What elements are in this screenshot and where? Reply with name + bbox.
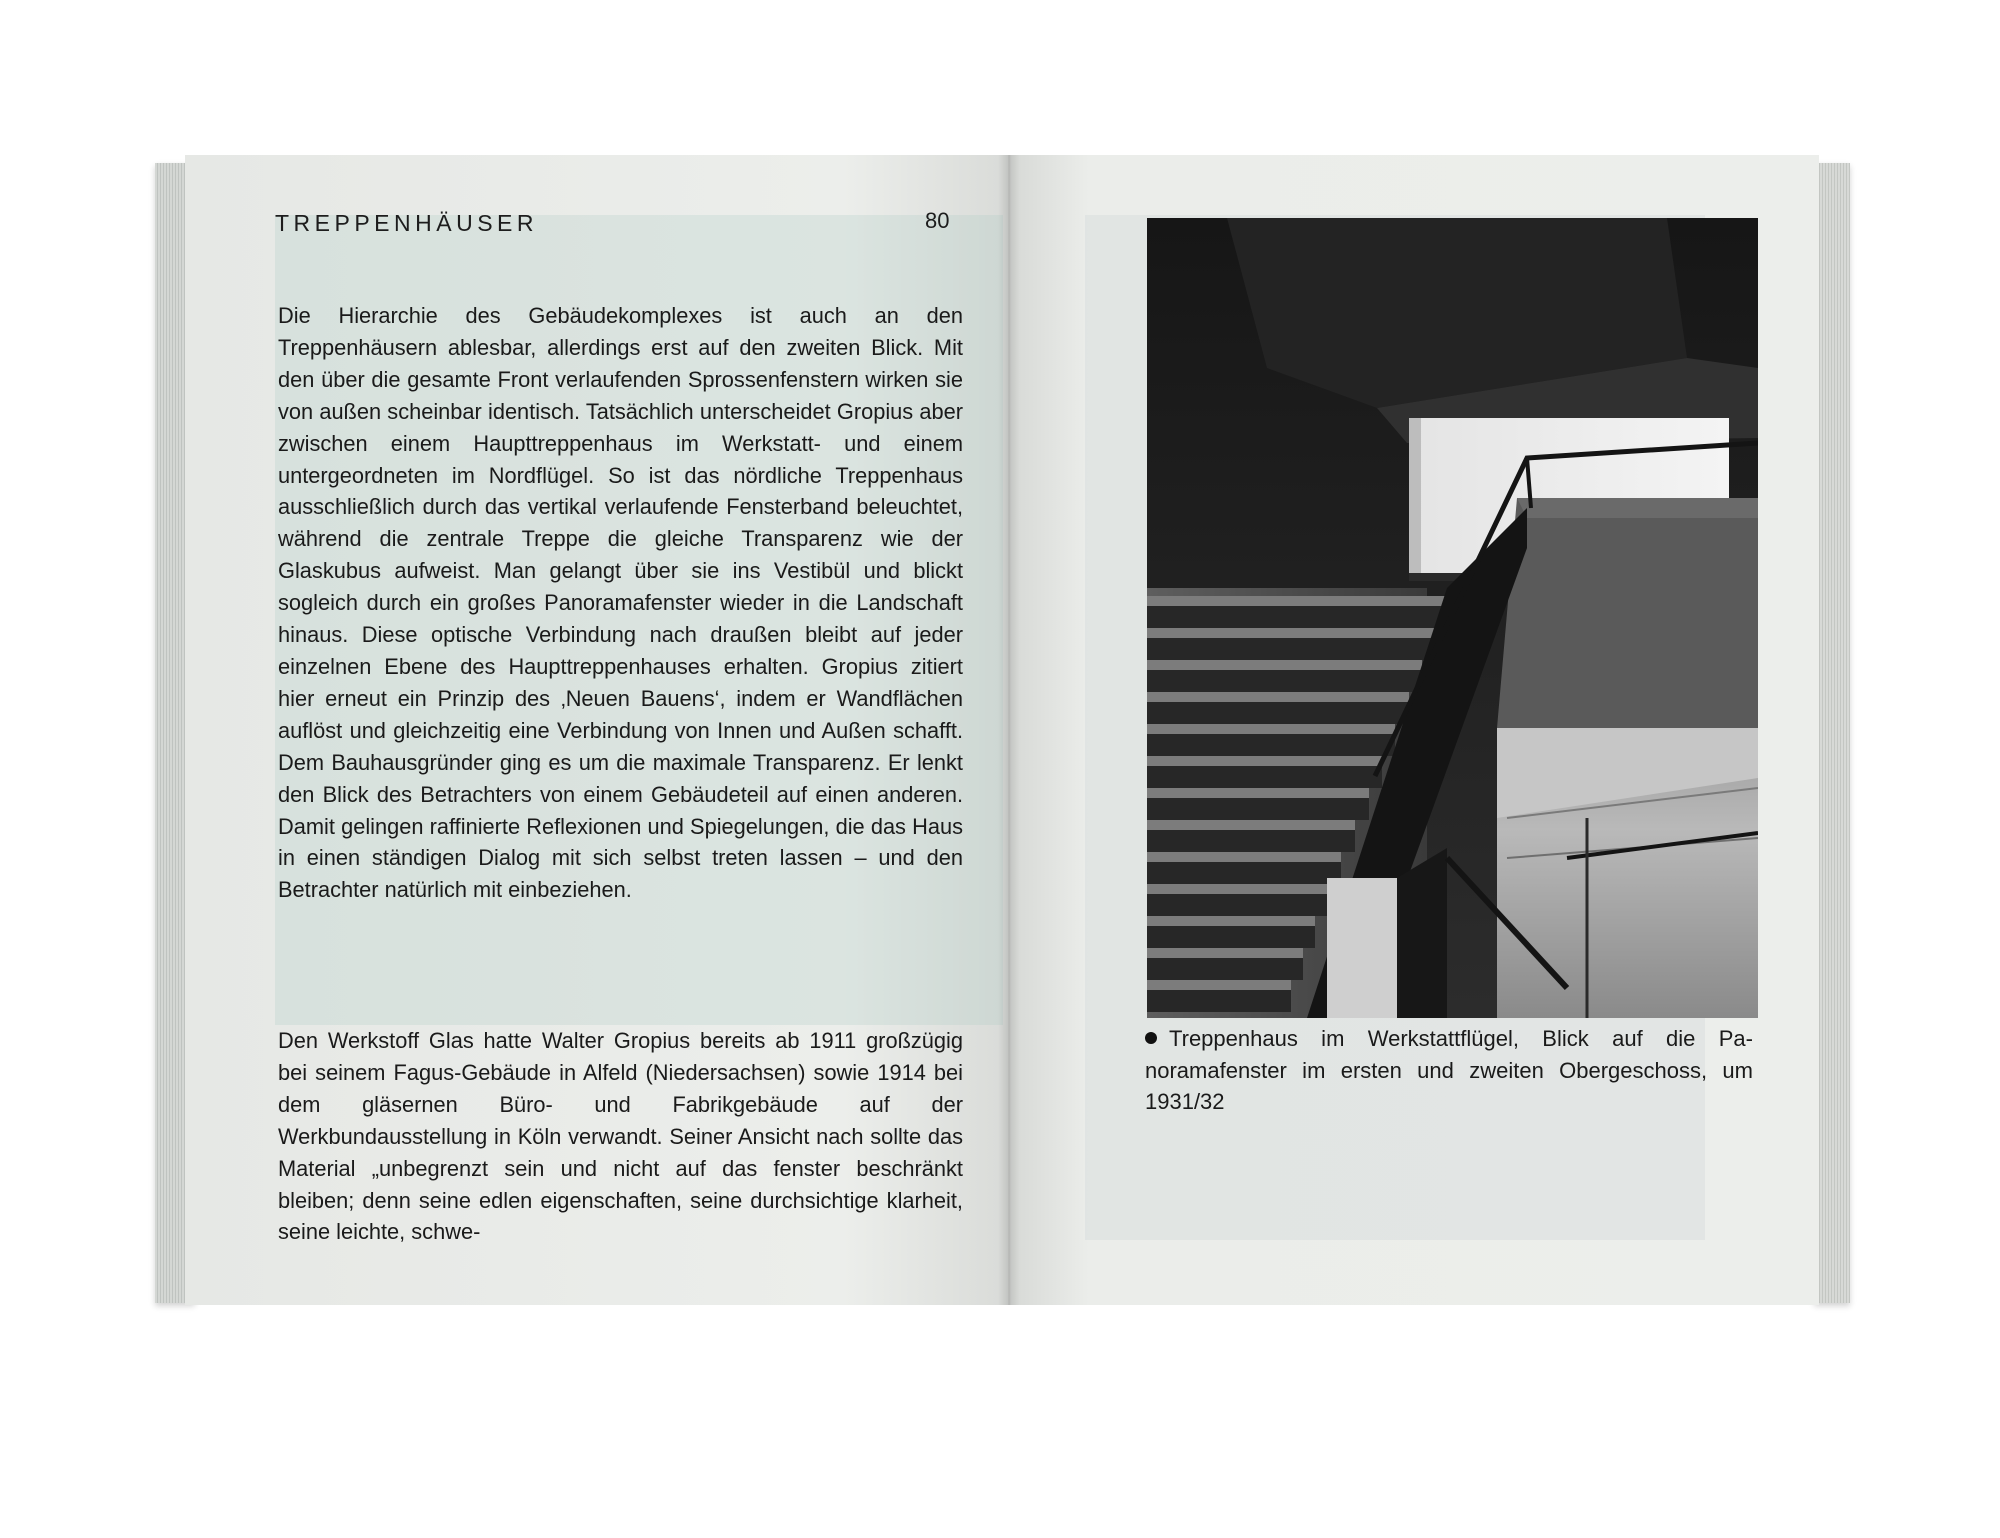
photo-caption <box>1145 1023 1753 1118</box>
book-gutter <box>998 155 1020 1305</box>
left-page <box>185 155 1008 1305</box>
right-page-edges <box>1814 163 1850 1303</box>
caption-bullet-icon <box>1145 1032 1157 1044</box>
staircase-photo-drawing <box>1147 218 1758 1018</box>
body-paragraph-1: Die Hierarchie des Gebäudekomplexes ist auch an den Treppenhäusern ablesbar, allerdings erst auf den zweiten Blick. Mit den über die gesamte Front verlaufenden Sprossenfenstern wirken sie von außen scheinbar identisch. Tatsächlich unterscheidet Gropius aber zwischen einem Haupttreppenhaus im Werkstatt- und einem untergeordneten im Nordflügel. So ist das nördliche Treppenhaus ausschließlich durch das vertikal verlaufende Fensterband beleuchtet, während die zentrale Treppe die gleiche Transparenz wie der Glaskubus aufweist. Man gelangt über sie ins Vestibül und blickt sogleich durch ein großes Panoramafenster wieder in die Landschaft hinaus. Diese optische Verbindung nach draußen bleibt auf jeder einzelnen Ebene des Haupttreppenhauses erhalten. Gropius zitiert hier erneut ein Prinzip des ‚Neuen Bauens‘, indem er Wandflächen auflöst und gleichzeitig eine Verbindung von Innen und Außen schafft. Dem Bauhausgründer ging es um die maximale Transparenz. Er lenkt den Blick des Betrachters von einem Gebäudeteil auf einen anderen. Damit gelingen raffinierte Reflexionen und Spiegelungen, die das Haus in einen ständigen Dialog mit sich selbst treten lassen – und den Betrachter natürlich mit einbeziehen. <box>278 303 963 903</box>
staircase-photo <box>1147 218 1758 1018</box>
running-head: TREPPENHÄUSER <box>275 210 538 236</box>
page-number: 80 <box>925 208 950 233</box>
body-paragraph-2: Den Werkstoff Glas hatte Walter Gropius bereits ab 1911 großzügig bei seinem Fagus-Gebäude in Alfeld (Niedersachsen) sowie 1914 bei dem gläsernen Büro- und Fabrikgebäude auf der Werkbundausstellung in Köln verwandt. Seiner Ansicht nach sollte das Material „unbegrenzt sein und nicht auf das fenster beschränkt bleiben; denn seine edlen eigenschaften, seine durchsichtige klarheit, seine leichte, schwe- <box>278 1028 963 1245</box>
caption-text: Treppenhaus im Werkstattflügel, Blick auf die Panoramafenster im ersten und zweiten Obergeschoss, um 1931/32 <box>1145 1026 1753 1114</box>
